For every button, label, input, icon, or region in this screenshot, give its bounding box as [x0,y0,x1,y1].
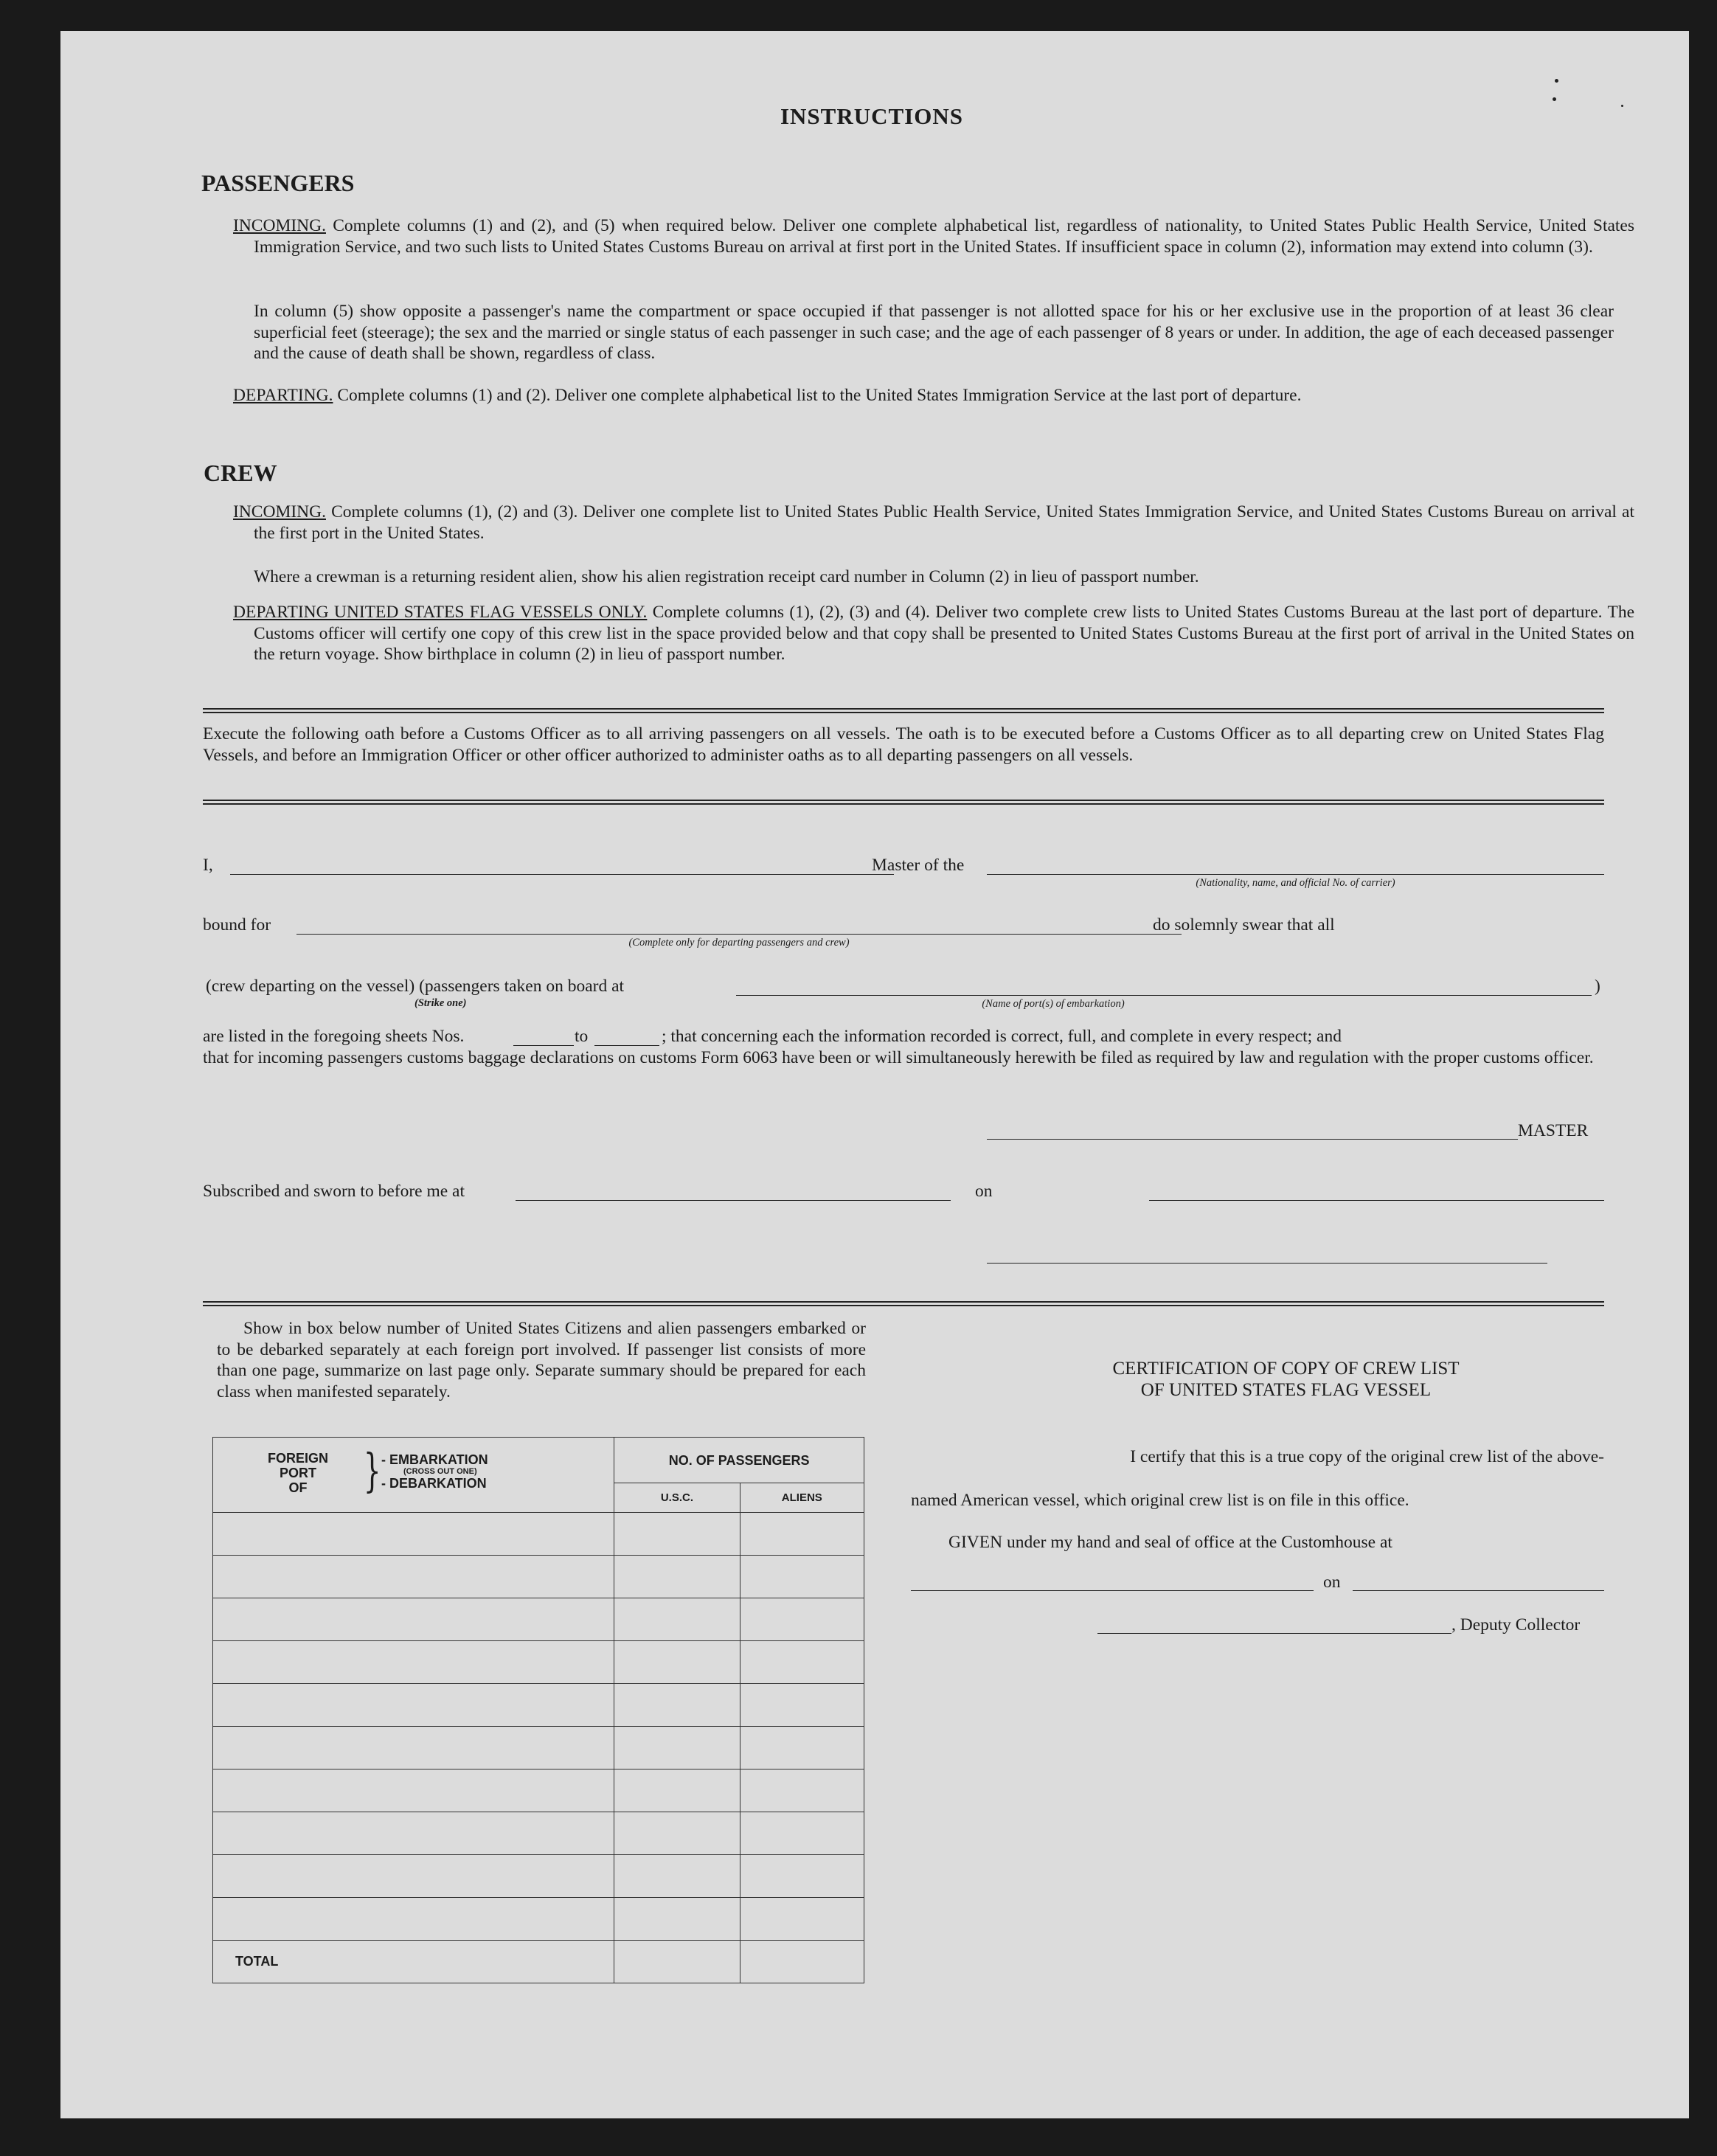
aliens-cell[interactable] [740,1641,864,1684]
passengers-departing-label: DEPARTING. [233,386,333,405]
brace-icon: } [363,1443,381,1497]
deputy-collector-signature-field[interactable] [1097,1633,1451,1634]
sheet-to-field[interactable] [594,1045,659,1046]
divider-rule [203,800,1604,801]
embarkation-option[interactable]: - EMBARKATION [381,1452,488,1467]
page-title: INSTRUCTIONS [780,103,963,129]
aliens-cell[interactable] [740,1898,864,1941]
master-of-the-label: Master of the [872,856,965,875]
usc-header: U.S.C. [614,1483,740,1513]
table-row [213,1855,864,1898]
aliens-cell[interactable] [740,1684,864,1727]
customhouse-field[interactable] [911,1590,1314,1591]
master-label: MASTER [1518,1121,1589,1140]
strike-one-caption: (Strike one) [414,997,467,1009]
aliens-header: ALIENS [740,1483,864,1513]
foreign-port-label: FOREIGN PORT OF [267,1451,328,1495]
table-row [213,1812,864,1855]
crew-heading: CREW [204,460,277,486]
usc-cell[interactable] [614,1684,740,1727]
swear-text: do solemnly swear that all [1153,915,1335,935]
table-row [213,1727,864,1769]
foreign-port-header [213,1438,614,1513]
total-row [213,1941,864,1983]
table-row [213,1513,864,1556]
aliens-cell[interactable] [740,1556,864,1598]
given-text: GIVEN under my hand and seal of office at the Customhouse at [948,1533,1392,1552]
aliens-cell[interactable] [740,1598,864,1641]
deputy-collector-label: , Deputy Collector [1451,1615,1581,1635]
subscribed-label: Subscribed and sworn to before me at [203,1182,465,1201]
crew-alien-paragraph: Where a crewman is a returning resident alien, show his alien registration receipt card number in Column (2) in lieu of passport number. [254,567,1199,586]
passengers-incoming-label: INCOMING. [233,216,326,235]
port-cell[interactable] [213,1898,614,1941]
aliens-cell[interactable] [740,1513,864,1556]
certification-on-label: on [1323,1573,1341,1592]
usc-cell[interactable] [614,1769,740,1812]
debarkation-option[interactable]: - DEBARKATION [381,1476,487,1491]
port-cell[interactable] [213,1684,614,1727]
port-cell[interactable] [213,1598,614,1641]
passengers-incoming-paragraph [233,215,1634,257]
sheet-from-field[interactable] [513,1045,574,1046]
crew-incoming-paragraph [233,502,1634,544]
certification-title-line2: OF UNITED STATES FLAG VESSEL [1140,1380,1432,1400]
divider-rule [203,712,1604,713]
sworn-place-field[interactable] [516,1200,951,1201]
aliens-cell[interactable] [740,1812,864,1855]
table-row [213,1641,864,1684]
crew-incoming-text: Complete columns (1), (2) and (3). Deliver one complete list to United States Public Health Service, United States Immigration Service, and United States Customs Bureau on arrival at the first port in the United States. [254,502,1634,543]
ports-caption: (Name of port(s) of embarkation) [982,998,1125,1010]
sworn-on-label: on [975,1182,993,1201]
table-row [213,1769,864,1812]
port-cell[interactable] [213,1727,614,1769]
aliens-cell[interactable] [740,1769,864,1812]
aliens-cell[interactable] [740,1855,864,1898]
usc-cell[interactable] [614,1598,740,1641]
divider-rule [203,708,1604,710]
to-label: to [575,1027,589,1046]
cross-out-caption: (CROSS OUT ONE) [403,1467,477,1476]
officer-signature-field[interactable] [987,1263,1547,1264]
divider-rule [203,1301,1604,1303]
oath-i-label: I, [203,856,213,875]
usc-cell[interactable] [614,1727,740,1769]
crew-departing-text: Complete columns (1), (2), (3) and (4). Deliver two complete crew lists to United States Customs Bureau at the last port of departure. The Customs officer will certify one copy of this crew list in the space provided below and that copy shall be presented to United States Customs Bureau at the first port of arrival in the United States on the return voyage. Show birthplace in column (2) in lieu of passport number. [254,603,1634,664]
crew-departing-text: (crew departing on the vessel) (passengers taken on board at [206,977,625,996]
no-of-passengers-header: NO. OF PASSENGERS [614,1438,864,1483]
table-row [213,1684,864,1727]
port-cell[interactable] [213,1812,614,1855]
form-page [60,31,1689,2118]
usc-cell[interactable] [614,1855,740,1898]
master-name-field[interactable] [230,874,894,875]
usc-cell[interactable] [614,1513,740,1556]
crew-departing-label: DEPARTING UNITED STATES FLAG VESSELS ONLY. [233,603,648,622]
certification-title-line1: CERTIFICATION OF COPY OF CREW LIST [1112,1359,1460,1379]
passenger-summary-table [212,1437,864,1983]
master-signature-field[interactable] [987,1139,1518,1140]
passengers-column5-paragraph: In column (5) show opposite a passenger's name the compartment or space occupied if that passenger is not allotted space for his or her exclusive use in the proportion of at least 36 clear superficial feet (steerage); the sex and the married or single status of each passenger in such case; and the age of each passenger of 8 years or under. In addition, the age of each deceased passenger and the cause of death shall be shown, regardless of class. [254,302,1614,363]
port-cell[interactable] [213,1513,614,1556]
port-cell[interactable] [213,1556,614,1598]
certification-date-field[interactable] [1353,1590,1604,1591]
passengers-heading: PASSENGERS [201,170,355,196]
scan-speck [1553,97,1556,101]
port-cell[interactable] [213,1641,614,1684]
total-label: TOTAL [213,1941,614,1983]
usc-cell[interactable] [614,1641,740,1684]
certify-line1: I certify that this is a true copy of the original crew list of the above- [1130,1447,1604,1466]
bound-for-label: bound for [203,915,271,935]
divider-rule [203,1305,1604,1306]
are-listed-label: are listed in the foregoing sheets Nos. [203,1027,465,1046]
passengers-incoming-text: Complete columns (1) and (2), and (5) when required below. Deliver one complete alphabetical list, regardless of nationality, to United States Public Health Service, United States Immigration Service, and two such lists to United States Customs Bureau on arrival at first port in the United States. If insufficient space in column (2), information may extend into column (3). [254,216,1635,257]
carrier-field[interactable] [987,874,1604,875]
statement-rest: that for incoming passengers customs baggage declarations on customs Form 6063 have been or will simultaneously herewith be filed as required by law and regulation with the proper customs officer. [203,1048,1594,1067]
usc-cell[interactable] [614,1812,740,1855]
bound-for-field[interactable] [296,934,1182,935]
port-cell[interactable] [213,1769,614,1812]
embarkation-ports-field[interactable] [736,995,1592,996]
crew-departing-paragraph [233,602,1634,665]
summary-instructions: Show in box below number of United States Citizens and alien passengers embarked or to be debarked separately at each foreign port involved. If passenger list consists of more than one page, summarize on last page only. Separate summary should be prepared for each class when manifested separately. [217,1319,866,1401]
aliens-total-cell[interactable] [740,1941,864,1983]
table-row [213,1898,864,1941]
close-paren: ) [1595,977,1600,996]
statement-tail: ; that concerning each the information recorded is correct, full, and complete in every respect; and [662,1027,1342,1046]
passengers-departing-paragraph [233,385,1634,406]
divider-rule [203,803,1604,805]
table-row [213,1556,864,1598]
passengers-departing-text: Complete columns (1) and (2). Deliver one complete alphabetical list to the United States Immigration Service at the last port of departure. [337,386,1302,405]
embark-debark-label [381,1452,536,1491]
usc-cell[interactable] [614,1898,740,1941]
aliens-cell[interactable] [740,1727,864,1769]
carrier-caption: (Nationality, name, and official No. of carrier) [1196,877,1395,889]
certify-line2: named American vessel, which original crew list is on file in this office. [911,1491,1409,1510]
usc-cell[interactable] [614,1556,740,1598]
oath-intro: Execute the following oath before a Customs Officer as to all arriving passengers on all vessels. The oath is to be executed before a Customs Officer as to all departing crew on United States Flag Vessels, and before an Immigration Officer or other officer authorized to administer oaths as to all departing passengers on all vessels. [203,724,1604,765]
table-row [213,1598,864,1641]
usc-total-cell[interactable] [614,1941,740,1983]
scan-speck [1555,79,1558,83]
crew-incoming-label: INCOMING. [233,502,326,521]
port-cell[interactable] [213,1855,614,1898]
bound-for-caption: (Complete only for departing passengers and crew) [628,937,850,949]
sworn-date-field[interactable] [1149,1200,1604,1201]
